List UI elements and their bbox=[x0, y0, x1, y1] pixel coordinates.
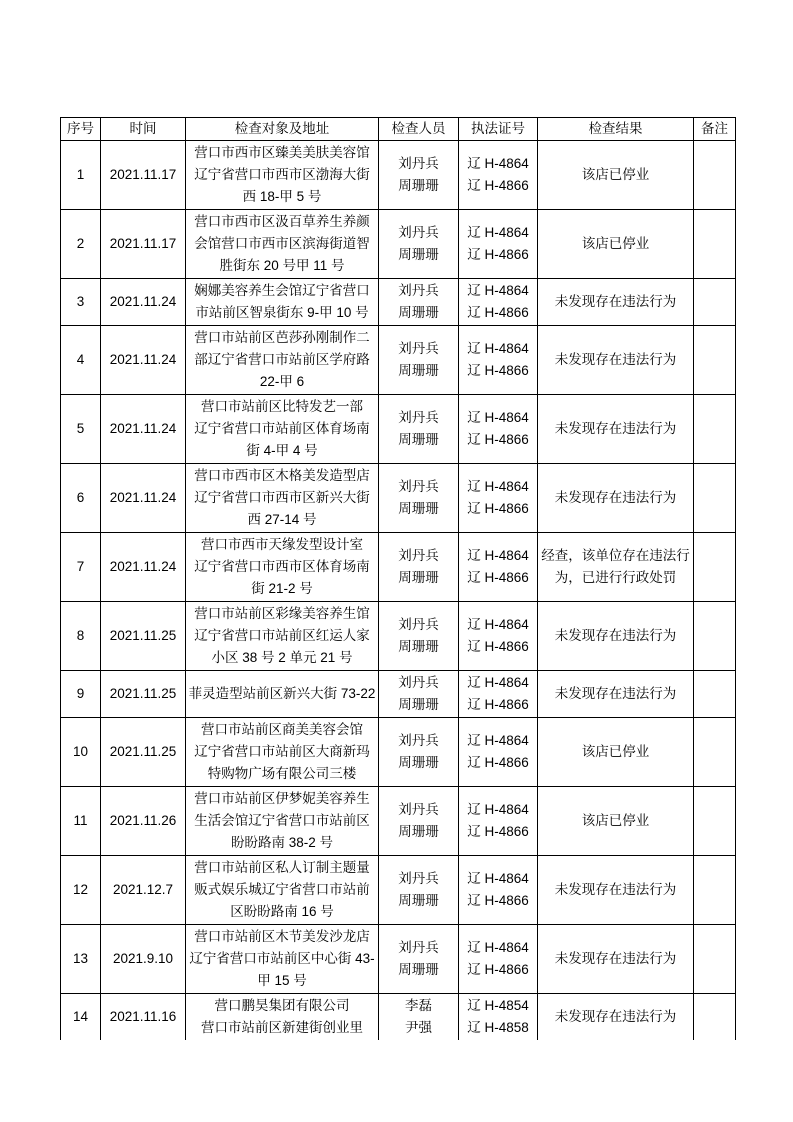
inspector-name: 周珊珊 bbox=[398, 697, 439, 712]
cert-number: 辽 H-4864 bbox=[467, 871, 529, 886]
cell-inspectors bbox=[379, 925, 459, 994]
inspector-name: 周珊珊 bbox=[398, 432, 439, 447]
target-address-line: 辽宁省营口市西市区渤海大街 bbox=[194, 167, 370, 182]
target-address-line: 营口市西市区臻美美肤美容馆 bbox=[194, 145, 370, 160]
cert-number: 辽 H-4866 bbox=[467, 247, 529, 262]
cell-serial-number: 5 bbox=[61, 395, 101, 464]
table-row bbox=[61, 856, 736, 925]
cell-cert-numbers bbox=[459, 994, 538, 1041]
cell-serial-number: 12 bbox=[61, 856, 101, 925]
cert-number: 辽 H-4864 bbox=[467, 548, 529, 563]
target-address-line: 生活会馆辽宁省营口市站前区 bbox=[194, 813, 370, 828]
inspector-name: 刘丹兵 bbox=[398, 871, 439, 886]
cell-inspectors bbox=[379, 464, 459, 533]
inspector-name: 刘丹兵 bbox=[398, 283, 439, 298]
target-address-line: 营口市站前区私人订制主题量 bbox=[194, 860, 370, 875]
cell-serial-number: 2 bbox=[61, 210, 101, 279]
cell-serial-number: 13 bbox=[61, 925, 101, 994]
cell-date: 2021.11.25 bbox=[101, 718, 186, 787]
cell-serial-number: 11 bbox=[61, 787, 101, 856]
cell-target-address bbox=[186, 141, 379, 210]
cell-result: 未发现存在违法行为 bbox=[538, 602, 694, 671]
cell-serial-number: 7 bbox=[61, 533, 101, 602]
cell-cert-numbers bbox=[459, 856, 538, 925]
cell-date: 2021.11.24 bbox=[101, 326, 186, 395]
cell-serial-number: 6 bbox=[61, 464, 101, 533]
cell-inspectors bbox=[379, 718, 459, 787]
cert-number: 辽 H-4858 bbox=[467, 1020, 529, 1035]
column-header-remark: 备注 bbox=[694, 118, 736, 141]
cell-target-address bbox=[186, 279, 379, 326]
cert-number: 辽 H-4866 bbox=[467, 570, 529, 585]
cell-target-address bbox=[186, 464, 379, 533]
inspector-name: 刘丹兵 bbox=[398, 940, 439, 955]
cell-result: 该店已停业 bbox=[538, 210, 694, 279]
target-address-line: 营口市站前区商美美容会馆 bbox=[201, 722, 363, 737]
inspector-name: 刘丹兵 bbox=[398, 617, 439, 632]
table-row bbox=[61, 279, 736, 326]
cell-remark bbox=[694, 994, 736, 1041]
column-header-cert-numbers: 执法证号 bbox=[459, 118, 538, 141]
inspector-name: 刘丹兵 bbox=[398, 341, 439, 356]
inspector-name: 周珊珊 bbox=[398, 247, 439, 262]
cell-result: 未发现存在违法行为 bbox=[538, 279, 694, 326]
cell-inspectors bbox=[379, 787, 459, 856]
cell-date: 2021.11.25 bbox=[101, 671, 186, 718]
cell-date: 2021.11.25 bbox=[101, 602, 186, 671]
cell-inspectors bbox=[379, 994, 459, 1041]
cell-cert-numbers bbox=[459, 671, 538, 718]
cert-number: 辽 H-4866 bbox=[467, 178, 529, 193]
header-row bbox=[61, 118, 736, 141]
cell-cert-numbers bbox=[459, 925, 538, 994]
cell-target-address bbox=[186, 856, 379, 925]
inspector-name: 刘丹兵 bbox=[398, 548, 439, 563]
cert-number: 辽 H-4866 bbox=[467, 639, 529, 654]
cell-date: 2021.11.26 bbox=[101, 787, 186, 856]
cell-inspectors bbox=[379, 210, 459, 279]
cell-result: 未发现存在违法行为 bbox=[538, 671, 694, 718]
cell-cert-numbers bbox=[459, 464, 538, 533]
cell-result: 该店已停业 bbox=[538, 787, 694, 856]
cert-number: 辽 H-4866 bbox=[467, 755, 529, 770]
inspection-table bbox=[60, 117, 736, 1040]
cell-remark bbox=[694, 210, 736, 279]
cell-date: 2021.11.17 bbox=[101, 141, 186, 210]
target-address-line: 营口市西市天缘发型设计室 bbox=[201, 537, 363, 552]
target-address-line: 街 4-甲 4 号 bbox=[246, 443, 318, 458]
cell-remark bbox=[694, 141, 736, 210]
cert-number: 辽 H-4864 bbox=[467, 225, 529, 240]
target-address-line: 会馆营口市西市区滨海街道智 bbox=[194, 236, 370, 251]
cell-target-address bbox=[186, 671, 379, 718]
cell-remark bbox=[694, 925, 736, 994]
cell-inspectors bbox=[379, 279, 459, 326]
target-address-line: 贩式娱乐城辽宁省营口市站前 bbox=[194, 882, 370, 897]
table-row bbox=[61, 602, 736, 671]
cert-number: 辽 H-4864 bbox=[467, 479, 529, 494]
target-address-line: 区盼盼路南 16 号 bbox=[230, 904, 334, 919]
target-address-line: 辽宁省营口市站前区体育场南 bbox=[194, 421, 370, 436]
inspector-name: 刘丹兵 bbox=[398, 675, 439, 690]
cert-number: 辽 H-4864 bbox=[467, 675, 529, 690]
cert-number: 辽 H-4854 bbox=[467, 998, 529, 1013]
cell-result: 未发现存在违法行为 bbox=[538, 326, 694, 395]
column-header-target-address: 检查对象及地址 bbox=[186, 118, 379, 141]
cert-number: 辽 H-4864 bbox=[467, 410, 529, 425]
target-address-line: 营口市站前区伊梦妮美容养生 bbox=[194, 791, 370, 806]
inspector-name: 周珊珊 bbox=[398, 178, 439, 193]
inspector-name: 周珊珊 bbox=[398, 363, 439, 378]
inspector-name: 刘丹兵 bbox=[398, 479, 439, 494]
target-address-line: 营口市站前区芭莎孙刚制作二 bbox=[194, 330, 370, 345]
cell-result: 未发现存在违法行为 bbox=[538, 395, 694, 464]
cert-number: 辽 H-4866 bbox=[467, 501, 529, 516]
cert-number: 辽 H-4864 bbox=[467, 617, 529, 632]
cert-number: 辽 H-4864 bbox=[467, 802, 529, 817]
cell-result: 未发现存在违法行为 bbox=[538, 994, 694, 1041]
cell-remark bbox=[694, 718, 736, 787]
inspector-name: 刘丹兵 bbox=[398, 156, 439, 171]
cell-inspectors bbox=[379, 141, 459, 210]
cell-inspectors bbox=[379, 671, 459, 718]
inspector-name: 刘丹兵 bbox=[398, 410, 439, 425]
cell-remark bbox=[694, 279, 736, 326]
cert-number: 辽 H-4864 bbox=[467, 156, 529, 171]
cell-serial-number: 8 bbox=[61, 602, 101, 671]
cell-date: 2021.11.24 bbox=[101, 464, 186, 533]
cert-number: 辽 H-4864 bbox=[467, 341, 529, 356]
target-address-line: 甲 15 号 bbox=[257, 973, 307, 988]
cell-serial-number: 1 bbox=[61, 141, 101, 210]
cert-number: 辽 H-4866 bbox=[467, 962, 529, 977]
target-address-line: 22-甲 6 bbox=[259, 374, 305, 389]
inspector-name: 周珊珊 bbox=[398, 570, 439, 585]
cell-inspectors bbox=[379, 602, 459, 671]
column-header-date: 时间 bbox=[101, 118, 186, 141]
target-address-line: 盼盼路南 38-2 号 bbox=[230, 835, 334, 850]
target-address-line: 营口市站前区木节美发沙龙店 bbox=[194, 929, 370, 944]
cert-number: 辽 H-4866 bbox=[467, 824, 529, 839]
cell-cert-numbers bbox=[459, 718, 538, 787]
cell-remark bbox=[694, 856, 736, 925]
inspector-name: 周珊珊 bbox=[398, 639, 439, 654]
cert-number: 辽 H-4866 bbox=[467, 893, 529, 908]
cell-remark bbox=[694, 671, 736, 718]
cell-serial-number: 10 bbox=[61, 718, 101, 787]
target-address-line: 菲灵造型站前区新兴大街 73-22 bbox=[188, 686, 376, 701]
column-header-inspectors: 检查人员 bbox=[379, 118, 459, 141]
cell-cert-numbers bbox=[459, 326, 538, 395]
target-address-line: 营口市站前区彩缘美容养生馆 bbox=[194, 606, 370, 621]
cell-date: 2021.11.17 bbox=[101, 210, 186, 279]
cell-cert-numbers bbox=[459, 141, 538, 210]
target-address-line: 市站前区智泉街东 9-甲 10 号 bbox=[195, 305, 369, 320]
target-address-line: 胜街东 20 号甲 11 号 bbox=[219, 258, 345, 273]
inspector-name: 周珊珊 bbox=[398, 501, 439, 516]
cell-date: 2021.11.24 bbox=[101, 533, 186, 602]
cell-remark bbox=[694, 464, 736, 533]
table-row bbox=[61, 464, 736, 533]
cell-target-address bbox=[186, 718, 379, 787]
cert-number: 辽 H-4866 bbox=[467, 697, 529, 712]
inspector-name: 尹强 bbox=[405, 1020, 432, 1035]
cell-cert-numbers bbox=[459, 787, 538, 856]
target-address-line: 辽宁省营口市西市区体育场南 bbox=[194, 559, 370, 574]
table-row bbox=[61, 718, 736, 787]
cell-cert-numbers bbox=[459, 395, 538, 464]
target-address-line: 营口市西市区木格美发造型店 bbox=[194, 468, 370, 483]
target-address-line: 辽宁省营口市西市区新兴大街 bbox=[194, 490, 370, 505]
inspector-name: 刘丹兵 bbox=[398, 225, 439, 240]
cert-number: 辽 H-4864 bbox=[467, 733, 529, 748]
cell-target-address bbox=[186, 994, 379, 1041]
cell-result: 该店已停业 bbox=[538, 718, 694, 787]
cell-inspectors bbox=[379, 856, 459, 925]
cell-target-address bbox=[186, 602, 379, 671]
cell-target-address bbox=[186, 787, 379, 856]
cell-target-address bbox=[186, 395, 379, 464]
cell-result: 未发现存在违法行为 bbox=[538, 856, 694, 925]
table-row bbox=[61, 533, 736, 602]
cell-cert-numbers bbox=[459, 210, 538, 279]
cert-number: 辽 H-4866 bbox=[467, 432, 529, 447]
cell-target-address bbox=[186, 533, 379, 602]
cell-date: 2021.11.24 bbox=[101, 279, 186, 326]
cell-date: 2021.12.7 bbox=[101, 856, 186, 925]
target-address-line: 辽宁省营口市站前区中心街 43- bbox=[189, 951, 375, 966]
cell-serial-number: 9 bbox=[61, 671, 101, 718]
cert-number: 辽 H-4866 bbox=[467, 305, 529, 320]
cell-inspectors bbox=[379, 395, 459, 464]
cell-cert-numbers bbox=[459, 279, 538, 326]
cell-remark bbox=[694, 395, 736, 464]
target-address-line: 西 27-14 号 bbox=[247, 512, 317, 527]
cell-serial-number: 3 bbox=[61, 279, 101, 326]
target-address-line: 西 18-甲 5 号 bbox=[242, 189, 322, 204]
cell-date: 2021.11.16 bbox=[101, 994, 186, 1041]
table-row bbox=[61, 395, 736, 464]
inspector-name: 周珊珊 bbox=[398, 824, 439, 839]
table-row bbox=[61, 994, 736, 1041]
cell-result: 未发现存在违法行为 bbox=[538, 925, 694, 994]
inspector-name: 刘丹兵 bbox=[398, 802, 439, 817]
column-header-serial-number: 序号 bbox=[61, 118, 101, 141]
target-address-line: 营口市站前区比特发艺一部 bbox=[201, 399, 363, 414]
cell-target-address bbox=[186, 925, 379, 994]
cell-inspectors bbox=[379, 326, 459, 395]
cell-result: 经查，该单位存在违法行为，已进行行政处罚 bbox=[538, 533, 694, 602]
cell-cert-numbers bbox=[459, 533, 538, 602]
cert-number: 辽 H-4864 bbox=[467, 940, 529, 955]
target-address-line: 街 21-2 号 bbox=[251, 581, 313, 596]
cell-result: 未发现存在违法行为 bbox=[538, 464, 694, 533]
inspector-name: 周珊珊 bbox=[398, 893, 439, 908]
cell-remark bbox=[694, 326, 736, 395]
column-header-result: 检查结果 bbox=[538, 118, 694, 141]
cert-number: 辽 H-4864 bbox=[467, 283, 529, 298]
table-body bbox=[61, 141, 736, 1041]
target-address-line: 辽宁省营口市站前区大商新玛 bbox=[194, 744, 370, 759]
table-row bbox=[61, 326, 736, 395]
cell-inspectors bbox=[379, 533, 459, 602]
target-address-line: 辽宁省营口市站前区红运人家 bbox=[194, 628, 370, 643]
cell-result: 该店已停业 bbox=[538, 141, 694, 210]
table-row bbox=[61, 141, 736, 210]
target-address-line: 营口市西市区汲百草养生养颜 bbox=[194, 214, 370, 229]
cell-remark bbox=[694, 602, 736, 671]
cell-serial-number: 4 bbox=[61, 326, 101, 395]
cert-number: 辽 H-4866 bbox=[467, 363, 529, 378]
target-address-line: 娴娜美容养生会馆辽宁省营口 bbox=[194, 283, 370, 298]
target-address-line: 小区 38 号 2 单元 21 号 bbox=[211, 650, 353, 665]
cell-target-address bbox=[186, 326, 379, 395]
table-row bbox=[61, 787, 736, 856]
cell-remark bbox=[694, 533, 736, 602]
cell-date: 2021.9.10 bbox=[101, 925, 186, 994]
table-row bbox=[61, 210, 736, 279]
inspector-name: 刘丹兵 bbox=[398, 733, 439, 748]
cell-serial-number: 14 bbox=[61, 994, 101, 1041]
inspector-name: 周珊珊 bbox=[398, 755, 439, 770]
table-row bbox=[61, 671, 736, 718]
cell-cert-numbers bbox=[459, 602, 538, 671]
cell-remark bbox=[694, 787, 736, 856]
cell-date: 2021.11.24 bbox=[101, 395, 186, 464]
target-address-line: 特购物广场有限公司三楼 bbox=[207, 766, 357, 781]
cell-target-address bbox=[186, 210, 379, 279]
target-address-line: 营口市站前区新建街创业里 bbox=[201, 1020, 363, 1035]
inspector-name: 李磊 bbox=[405, 998, 432, 1013]
inspector-name: 周珊珊 bbox=[398, 305, 439, 320]
target-address-line: 部辽宁省营口市站前区学府路 bbox=[194, 352, 370, 367]
table-row bbox=[61, 925, 736, 994]
target-address-line: 营口鹏昊集团有限公司 bbox=[214, 998, 350, 1013]
inspector-name: 周珊珊 bbox=[398, 962, 439, 977]
